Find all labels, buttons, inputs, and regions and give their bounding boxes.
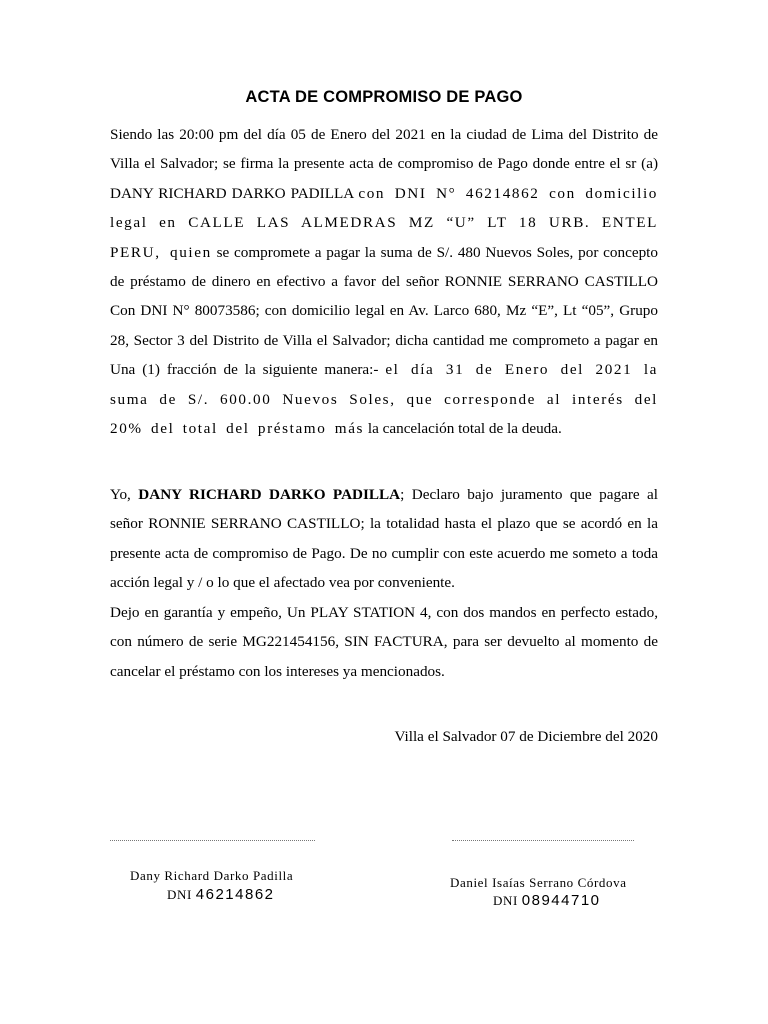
- place-date: Villa el Salvador 07 de Diciembre del 2020: [394, 728, 658, 745]
- signature-dni-right: [493, 892, 601, 909]
- paragraph-1-part-a: Siendo las 20:00 pm del día 05 de Enero del 2021 en la ciudad de Lima del Distrito de Villa el Salvador; se firma la presente acta de compromiso de Pago donde entre el sr (a) DANY RICHARD DARKO PADILLA: [110, 126, 658, 202]
- paragraph-commitment: [110, 120, 658, 443]
- document-title: ACTA DE COMPROMISO DE PAGO: [245, 88, 523, 106]
- signature-name-left: Dany Richard Darko Padilla: [130, 868, 294, 883]
- paragraph-2-prefix: Yo,: [110, 486, 139, 503]
- paragraph-1-part-b: con DNI N° 46214862 con domicilio legal en CALLE LAS ALMEDRAS MZ “U” LT 18 URB. ENTEL PERU, quien: [110, 184, 659, 261]
- paragraph-2-rest: ; Declaro bajo juramento que pagare al señor RONNIE SERRANO CASTILLO; la totalidad hasta el plazo que se acordó en la presente acta de compromiso de Pago. De no cumplir con este acuerdo me someto a toda acción legal y / o lo que el afectado vea por conveniente.: [110, 486, 659, 592]
- signature-name-right: Daniel Isaías Serrano Córdova: [450, 875, 627, 890]
- signature-dni-left: [167, 886, 275, 903]
- paragraph-declaration: [110, 480, 658, 598]
- signature-line-right: [452, 834, 634, 841]
- signature-line-left: [110, 834, 315, 841]
- paragraph-1-part-c: se compromete a pagar la suma de S/. 480 Nuevos Soles, por concepto de préstamo de dinero en efectivo a favor del señor RONNIE SERRANO CASTILLO Con DNI N° 80073586; con domicilio legal en Av. Larco 680, Mz “E”, Lt “05”, Grupo 28, Sector 3 del Distrito de Villa el Salvador; dicha cantidad me comprometo a pagar en Una (1) fracción de la siguiente manera:-: [110, 243, 658, 379]
- paragraph-1-part-d: el día 31 de Enero del 2021 la suma de S/. 600.00 Nuevos Soles, que corresponde al interés del 20% del total del préstamo más: [110, 361, 658, 438]
- dni-number-right: 08944710: [521, 892, 601, 909]
- dni-number-left: 46214862: [195, 886, 275, 903]
- paragraph-guarantee: Dejo en garantía y empeño, Un PLAY STATION 4, con dos mandos en perfecto estado, con número de serie MG221454156, SIN FACTURA, para ser devuelto al momento de cancelar el préstamo con los intereses ya mencionados.: [110, 604, 658, 680]
- dni-label-left: DNI: [167, 887, 192, 902]
- debtor-name-bold: DANY RICHARD DARKO PADILLA: [138, 486, 401, 503]
- paragraph-1-part-e: la cancelación total de la deuda.: [364, 420, 562, 438]
- dni-label-right: DNI: [493, 893, 518, 908]
